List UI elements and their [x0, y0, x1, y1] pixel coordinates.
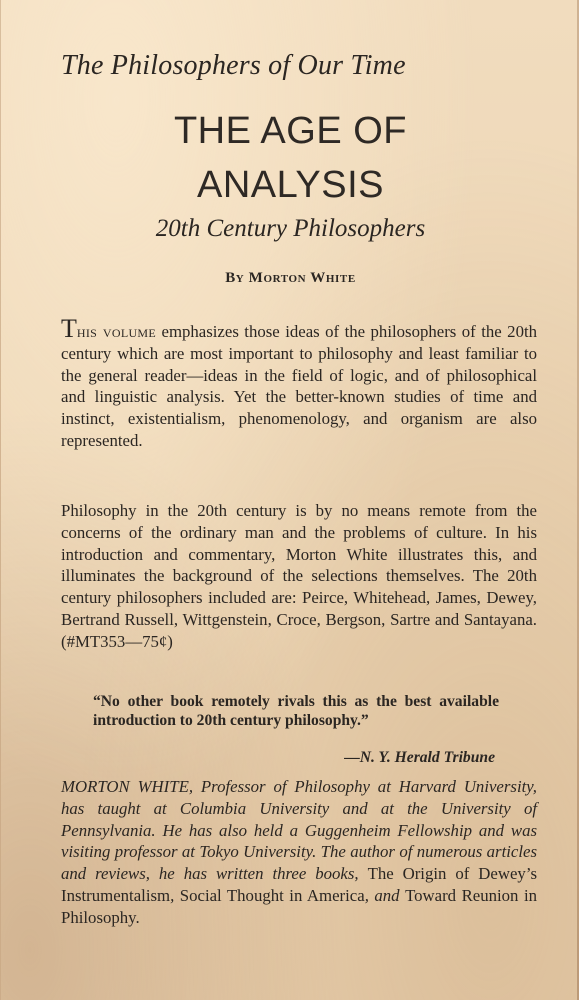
book-title: [1, 104, 579, 212]
review-attribution: [344, 749, 495, 767]
attribution-dash: —: [344, 749, 360, 766]
author-bio-text: MORTON WHITE, Professor of Philosophy at Harvard University, has taught at Columbia University and at the University of Pennsylvania. He has also held a Guggenheim Fellowship and was visiting professor at Tokyo University. The author of numerous articles and reviews, he has written three books,: [61, 777, 537, 884]
book-subtitle: 20th Century Philosophers: [155, 215, 426, 242]
bio-end: .: [135, 907, 140, 927]
book-title-origin: The Origin of Dewey’s Instrumentalism: [61, 864, 538, 905]
description-paragraph-2: Philosophy in the 20th century is by no means remote from the concerns of the ordinary man and the problems of culture. In his introduction and commentary, Morton White illustrates this, and illuminates the background of the selections themselves. The 20th century philosophers included are: Peirce, Whitehead, James, Dewey, Bertrand Russell, Wittgenstein, Croce, Bergson, Sartre and Santayana. (#MT353—75¢): [61, 501, 537, 651]
book-title-toward-reunion: Toward Reunion in Philosophy: [61, 885, 538, 927]
description-paragraph-1: [61, 314, 538, 452]
series-title: The Philosophers of Our Time: [61, 50, 406, 81]
drop-cap: T: [61, 314, 77, 343]
lead-in: his volume: [76, 322, 157, 341]
book-title-line-1: THE AGE OF: [173, 110, 408, 152]
book-title-social-thought: Social Thought in America: [179, 885, 365, 905]
review-quote: “No other book remotely rivals this as the best available introduction to 20th century philosophy.”: [93, 693, 499, 729]
attribution-source: N. Y. Herald Tribune: [359, 749, 495, 766]
author-bio: [61, 776, 537, 929]
author-byline: By Morton White: [225, 270, 356, 286]
description-paragraph-1-text: emphasizes those ideas of the philosophers of the 20th century which are most important to philosophy and least familiar to the general reader—ideas in the field of logic, and of philosophical and linguistic analysis. Yet the better-known studies of time and instinct, existentialism, phenomenology, and organism are also represented.: [61, 322, 538, 450]
bio-separator-1: ,: [170, 885, 180, 905]
bio-separator-2: , and: [364, 885, 406, 905]
book-title-line-2: ANALYSIS: [196, 164, 385, 206]
